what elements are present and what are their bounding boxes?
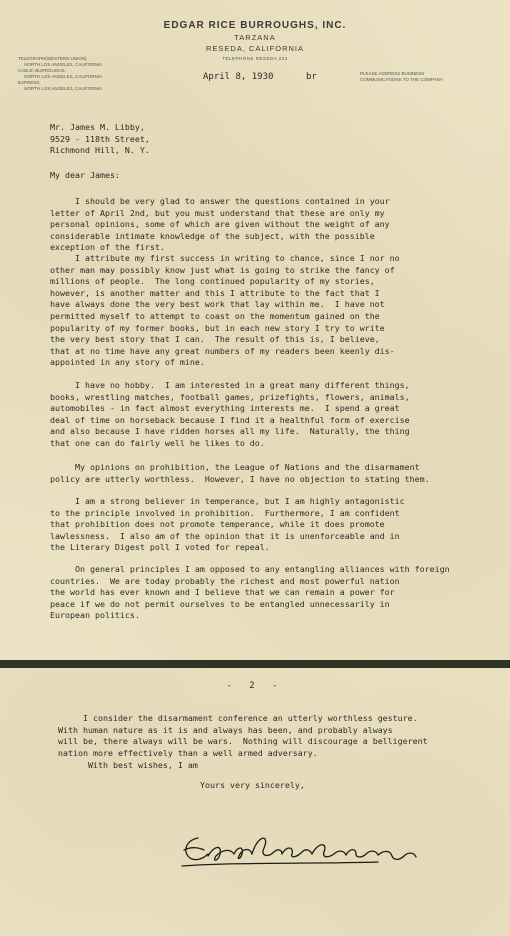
closing-sincerely: Yours very sincerely,	[200, 780, 305, 790]
letterhead-business-note: PLEASE ADDRESS BUSINESS COMMUNICATIONS TO THE COMPANY	[360, 71, 443, 82]
paragraph-2: I attribute my first success in writing to chance, since I nor no other man may possibly know just what is going to strike the fancy of millions of people. The long continued popularity of my stories, however, is another matter and this I attribute to the fact that I have always done the very best work that lay within me. I have not permitted myself to attempt to coast on the momentum gained on the popularity of my former books, but in each new story I try to write the very best story that I can. The result of this is, I believe, that at no time have any great numbers of my readers been keenly dis- appointed in any story of mine.	[50, 253, 400, 368]
letter-page-2	[0, 668, 510, 936]
salutation: My dear James:	[50, 170, 120, 180]
letter-date: April 8, 1930	[203, 72, 274, 82]
paragraph-3: I have no hobby. I am interested in a great many different things, books, wrestling matches, football games, prizefights, flowers, animals, automobiles - in fact almost everything interests me. I spend a great deal of time on horseback because I find it a healthful form of exercise and also because I have ridden horses all my life. Naturally, the thing that one can do fairly well he likes to do.	[50, 380, 410, 448]
paragraph-6: On general principles I am opposed to any entangling alliances with foreign countries. We are today probably the richest and most powerful nation the world has ever known and I believe that we can remain a power for peace if we do not permit ourselves to be entangled unnecessarily in European politics.	[50, 564, 450, 621]
handwritten-signature	[178, 828, 428, 876]
recipient-address: Mr. James M. Libby, 9529 - 118th Street, Richmond Hill, N. Y.	[50, 122, 150, 156]
paragraph-5: I am a strong believer in temperance, but I am highly antagonistic to the principle involved in prohibition. Furthermore, I am confident that prohibition does not promote temperance, while it does promote lawlessness. I also am of the opinion that it is unenforceable and in the Literary Digest poll I voted for repeal.	[50, 496, 405, 553]
letterhead-city: TARZANA	[234, 33, 276, 42]
typist-initials: br	[306, 72, 317, 82]
letterhead-phone: TELEPHONE RESEDA 222	[222, 56, 288, 61]
letterhead-address: RESEDA, CALIFORNIA	[205, 44, 305, 53]
paragraph-1: I should be very glad to answer the questions contained in your letter of April 2nd, but you must understand that these are only my personal opinions, some of which are given without the weight of any considerable intimate knowledge of the subject, with the possible exception of the first.	[50, 196, 390, 253]
letterhead-telegraph-block: TELEGRAPH(WESTERN UNION) NORTH LOS ANGELES, CALIFORNIA CABLE: BURROUGHS, NORTH LOS ANGELES, CALIFORNIA EXPRESS: NORTH LOS ANGELES, CALIFORNIA	[18, 56, 103, 91]
letterhead-company: EDGAR RICE BURROUGHS, INC.	[163, 20, 347, 31]
paragraph-4: My opinions on prohibition, the League of Nations and the disarmament policy are utterly worthless. However, I have no objection to stating them.	[50, 462, 430, 484]
page-number: - 2 -	[226, 681, 284, 691]
page2-paragraph: I consider the disarmament conference an utterly worthless gesture. With human nature as it is and always has been, and probably always will be, there always will be wars. Nothing will discourage a belligerent nation more effectively than a well armed adversary.	[58, 713, 428, 758]
closing-wishes: With best wishes, I am	[88, 760, 198, 770]
